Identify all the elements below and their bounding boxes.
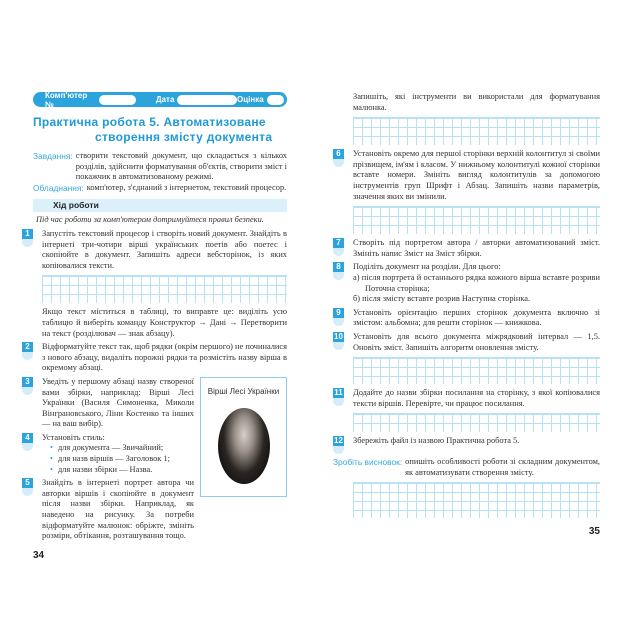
answer-grid-1[interactable]	[42, 275, 287, 303]
computer-number-field[interactable]	[99, 95, 136, 105]
step-12	[333, 436, 600, 454]
style-item: • для назви збірки — Назва.	[50, 465, 194, 476]
answer-grid-5[interactable]	[353, 117, 600, 145]
answer-grid-conclusion[interactable]	[353, 482, 600, 518]
step-5	[22, 478, 194, 542]
step-7	[333, 238, 600, 259]
equipment-text: комп'ютер, з'єднаний з інтернетом, текстовий процесор.	[86, 182, 287, 192]
step-badge-4: 4	[22, 433, 33, 451]
step-3-text: Уведіть у першому абзаці назву створеної вами збірки, наприклад: Вірші Лесі Українки (Василя Симоненка, Миколи Вінграновського, Ліни Костенко та інших — на ваш вибір).	[42, 376, 194, 429]
task-label: Завдання:	[33, 151, 73, 161]
grade-field[interactable]	[267, 95, 284, 105]
style-item: • для назв віршів — Заголовок 1;	[50, 454, 194, 465]
step-7-text: Створіть під портретом автора / авторки автоматизований зміст. Змініть напис Зміст на Зміст збірки.	[353, 238, 600, 258]
conclusion-text: опишіть особливості роботи зі складним документом, як автоматизувати створення змісту.	[405, 457, 600, 477]
step-8-sub-b: б) після змісту вставте розрив Наступна сторінка.	[353, 294, 531, 304]
step-badge-11: 11	[333, 388, 344, 406]
step-8-text: Поділіть документ на розділи. Для цього:	[353, 262, 501, 272]
equipment-block	[33, 183, 287, 194]
step-badge-6: 6	[333, 149, 344, 167]
figure-portrait	[200, 377, 287, 497]
portrait-image	[218, 408, 270, 484]
step-badge-8: 8	[333, 262, 344, 280]
right-page	[333, 92, 600, 537]
answer-grid-10[interactable]	[353, 357, 600, 384]
date-field[interactable]	[177, 95, 237, 105]
style-list	[42, 443, 194, 475]
step-11	[333, 388, 600, 409]
safety-note: Під час роботи за комп'ютером дотримуйтеся правил безпеки.	[36, 215, 264, 225]
figure-caption: Вірші Лесі Українки	[207, 386, 280, 396]
step-4-text: Установіть стиль:	[42, 432, 105, 442]
title-line-2: створення змісту документа	[95, 130, 273, 144]
step-10	[333, 332, 600, 353]
page-title	[33, 115, 287, 145]
step-9	[333, 308, 600, 329]
step-badge-12: 12	[333, 436, 344, 454]
date-label: Дата	[155, 95, 175, 104]
step-badge-7: 7	[333, 238, 344, 256]
step-6	[333, 149, 600, 202]
step-2	[22, 342, 287, 374]
step-9-text: Установіть орієнтацію перших сторінок документа включно зі змістом: альбомна; для решти сторінок — книжкова.	[353, 307, 600, 328]
step-badge-2: 2	[22, 342, 33, 360]
step-11-text: Додайте до назви збірки посилання на сторінку, з якої копіювалися тексти віршів. Перевірте, чи працює посилання.	[353, 388, 600, 408]
step-5-extra: Запишіть, які інструменти ви використали для форматування малюнка.	[353, 92, 600, 112]
computer-label: Комп'ютер №	[45, 90, 88, 109]
step-badge-5: 5	[22, 478, 33, 496]
left-page	[22, 92, 287, 561]
step-badge-1: 1	[22, 229, 33, 247]
conclusion-block	[333, 457, 600, 478]
step-5-text: Знайдіть в інтернеті портрет автора чи авторки віршів і скопіюйте в документ після назви збірки. Наприклад, як наведено на рисунку. За потреби відформатуйте малюнок: обріжте, змініть розміри, обтікання, розташування тощо.	[42, 478, 194, 541]
step-badge-3: 3	[22, 377, 33, 395]
title-line-1: Практична робота 5. Автоматизоване	[33, 115, 266, 129]
step-1-text: Запустіть текстовий процесор і створіть новий документ. Знайдіть в інтернеті три-чотири вірші українських поетів або поетес і скопіюйте в документ. Запишіть адреси вебсторінок, із яких копіювалися тексти.	[42, 228, 287, 270]
answer-grid-6[interactable]	[353, 206, 600, 234]
task-text: створити текстовий документ, що складається з кількох розділів, здійснити форматування об'єктів, створити зміст і покажчик в автоматизованому режимі.	[75, 151, 287, 182]
grade-label: Оцінка	[237, 95, 264, 104]
step-12-text: Збережіть файл із назвою Практична робота 5.	[353, 436, 520, 446]
task-block	[33, 151, 287, 183]
style-item: • для документа — Звичайний;	[50, 443, 194, 454]
step-6-text: Установіть окремо для першої сторінки верхній колонтитул зі своїми прізвищем, ім'ям і класом. У нижньому колонтитулі кожної сторінки вставте номери. Змініть вигляд колонтитулів за допомогою інструментів груп Шрифт і Абзац. Запишіть назви параметрів, значення яких ви змінили.	[353, 149, 600, 201]
step-1	[22, 229, 287, 271]
step-badge-9: 9	[333, 308, 344, 326]
equipment-label: Обладнання:	[33, 182, 84, 193]
answer-grid-11[interactable]	[353, 413, 600, 432]
step-4	[22, 433, 194, 475]
page-number-left: 34	[33, 549, 45, 561]
conclusion-label: Зробіть висновок:	[333, 457, 403, 468]
step-8	[333, 262, 600, 304]
progress-heading: Хід роботи	[33, 199, 287, 212]
page-number-right: 35	[588, 526, 600, 538]
step-badge-10: 10	[333, 332, 344, 350]
header-bar	[33, 92, 287, 107]
step-3	[22, 377, 194, 430]
step-10-text: Установіть для всього документа міжрядковий інтервал — 1,5. Оновіть зміст. Запишіть алгоритм оновлення змісту.	[353, 331, 600, 352]
step-8-sub-a: а) після портрета й останнього рядка кожного вірша вставте розриви Поточна сторінка;	[353, 272, 600, 293]
table-note: Якщо текст міститься в таблиці, то виправте це: виділіть усю таблицю й виберіть команду Конструктор → Дані → Перетворити на текст (розділювач — знак абзацу).	[42, 307, 287, 338]
step-2-text: Відформатуйте текст так, щоб рядки (окрім першого) не починалися з нового абзацу, видаліть порожні рядки та розмістіть назву вірша в окремому абзаці.	[42, 342, 287, 373]
